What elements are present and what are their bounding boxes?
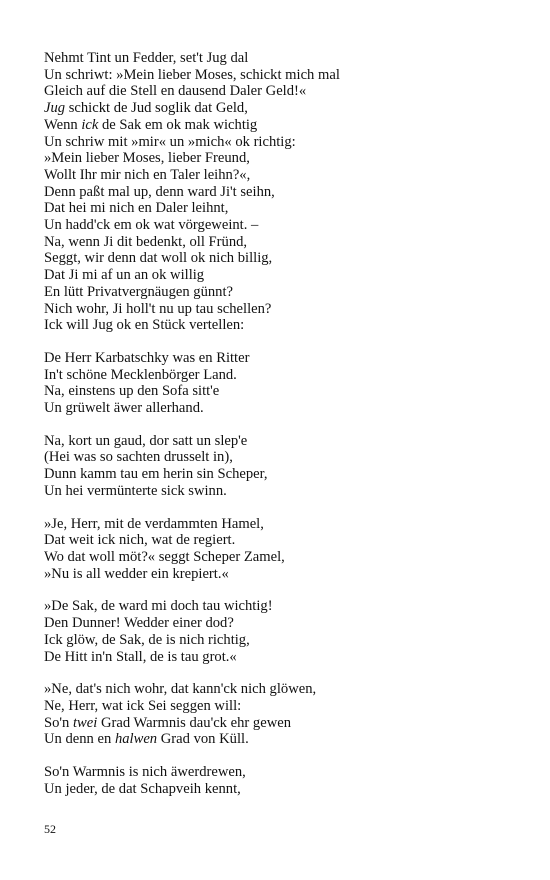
poem-line: So'n Warmnis is nich äwerdrewen,: [44, 764, 246, 781]
stanza: [44, 433, 524, 500]
stanza: [44, 598, 524, 665]
poem-line: Dunn kamm tau em herin sin Scheper,: [44, 466, 268, 483]
poem-line: Un jeder, de dat Schapveih kennt,: [44, 780, 241, 797]
poem-line: In't schöne Mecklenbörger Land.: [44, 366, 237, 383]
poem-line: Na, wenn Ji dit bedenkt, oll Fründ,: [44, 233, 248, 250]
poem-line: De Hitt in'n Stall, de is tau grot.«: [44, 648, 237, 665]
poem-line: Den Dunner! Wedder einer dod?: [44, 615, 234, 632]
poem-line: Gleich auf die Stell en dausend Daler Geld!«: [44, 83, 307, 100]
page-number: 52: [44, 822, 56, 836]
poem-line: Wollt Ihr mir nich en Taler leihn?«,: [44, 166, 251, 183]
poem-line: Na, einstens up den Sofa sitt'e: [44, 383, 220, 400]
poem-line: Dat weit ick nich, wat de regiert.: [44, 532, 236, 549]
poem-line: Un grüwelt äwer allerhand.: [44, 400, 204, 417]
poem-line: En lütt Privatvergnäugen günnt?: [44, 283, 234, 300]
poem-line: Ick glöw, de Sak, de is nich richtig,: [44, 631, 250, 648]
poem-line: Un schriwt: »Mein lieber Moses, schickt mich mal: [44, 66, 340, 83]
line-segment: schickt de Jud soglik dat Geld,: [65, 100, 248, 117]
italic-word: Jug: [44, 100, 66, 117]
stanza: [44, 681, 524, 748]
stanza: [44, 50, 524, 334]
poem-line: Denn paßt mal up, denn ward Ji't seihn,: [44, 183, 275, 200]
poem-line: Nich wohr, Ji holl't nu up tau schellen?: [44, 300, 272, 317]
poem-line: Un hadd'ck em ok wat vörgeweint. –: [44, 217, 259, 234]
poem-line: Wo dat woll möt?« seggt Scheper Zamel,: [44, 548, 285, 565]
poem-line: Na, kort un gaud, dor satt un slep'e: [44, 432, 248, 449]
line-segment: Un denn en: [44, 731, 115, 748]
line-segment: de Sak em ok mak wichtig: [98, 116, 258, 133]
line-segment: Grad Warmnis dau'ck ehr gewen: [97, 714, 292, 731]
poem-line: Ne, Herr, wat ick Sei seggen will:: [44, 697, 242, 714]
poem-line: »Mein lieber Moses, lieber Freund,: [44, 150, 250, 167]
poem-line: »Je, Herr, mit de verdammten Hamel,: [44, 515, 264, 532]
poem-line: Dat hei mi nich en Daler leihnt,: [44, 200, 229, 217]
italic-word: twei: [73, 714, 98, 731]
poem-line: Seggt, wir denn dat woll ok nich billig,: [44, 250, 273, 267]
poem-line: [44, 715, 524, 732]
line-segment: Grad von Küll.: [157, 731, 249, 748]
stanza: [44, 764, 524, 797]
poem-line: [44, 117, 524, 134]
stanza: [44, 350, 524, 417]
poem-line: »Ne, dat's nich wohr, dat kann'ck nich glöwen,: [44, 681, 317, 698]
poem-line: De Herr Karbatschky was en Ritter: [44, 349, 250, 366]
poem-line: »De Sak, de ward mi doch tau wichtig!: [44, 598, 273, 615]
poem-line: »Nu is all wedder ein krepiert.«: [44, 565, 229, 582]
poem-line: (Hei was so sachten drusselt in),: [44, 449, 233, 466]
poem-line: Nehmt Tint un Fedder, set't Jug dal: [44, 50, 249, 66]
stanza: [44, 516, 524, 583]
italic-word: halwen: [114, 731, 158, 748]
poem-line: Dat Ji mi af un an ok willig: [44, 267, 205, 284]
italic-word: ick: [81, 116, 99, 133]
poem-line: [44, 100, 524, 117]
line-segment: So'n: [44, 714, 73, 731]
poem-line: [44, 731, 524, 748]
poem-line: Ick will Jug ok en Stück vertellen:: [44, 317, 245, 334]
poem-line: Un hei vermünterte sick swinn.: [44, 482, 227, 499]
poem-text: [44, 50, 524, 813]
line-segment: Wenn: [44, 116, 82, 133]
poem-line: Un schriw mit »mir« un »mich« ok richtig:: [44, 133, 296, 150]
